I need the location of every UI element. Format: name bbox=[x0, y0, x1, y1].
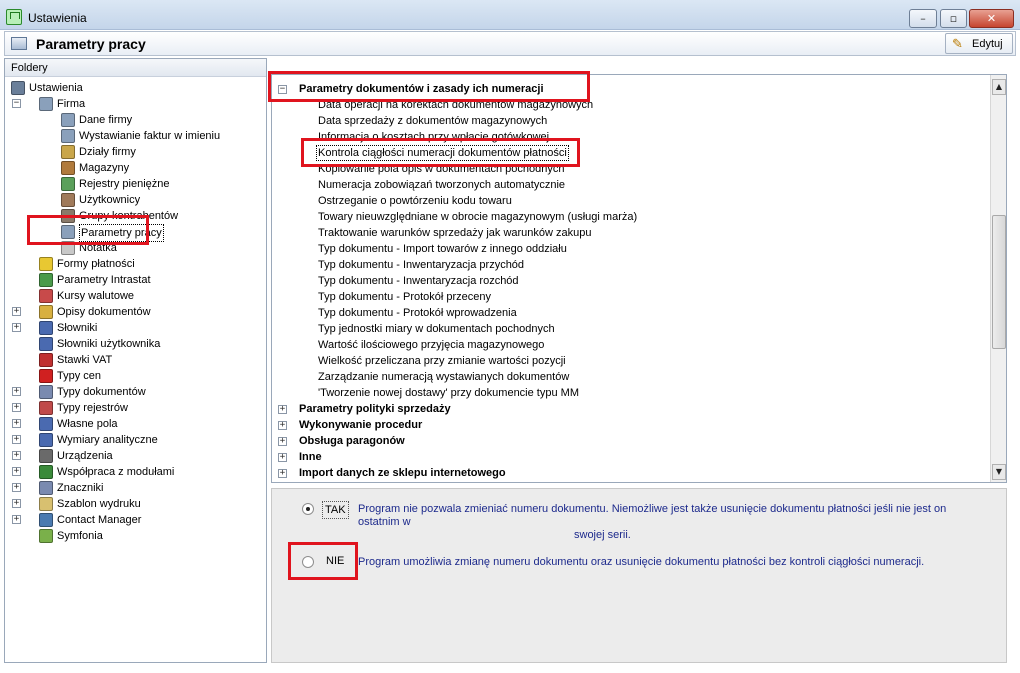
invoice-icon bbox=[61, 129, 75, 143]
folder-tree-item-label: Firma bbox=[57, 98, 86, 110]
parameter-item[interactable]: Wartość ilościowego przyjęcia magazynowego bbox=[318, 339, 545, 351]
parameter-item[interactable]: 'Tworzenie nowej dostawy' przy dokumencie typu MM bbox=[318, 387, 579, 399]
warehouse-icon bbox=[61, 161, 75, 175]
nie-label[interactable]: NIE bbox=[326, 555, 345, 567]
vertical-scrollbar[interactable] bbox=[990, 75, 1006, 482]
options-panel bbox=[271, 488, 1007, 663]
parameter-item[interactable]: Typ dokumentu - Protokół przeceny bbox=[318, 291, 492, 303]
tree-expander-icon[interactable]: + bbox=[13, 434, 20, 444]
parameter-item[interactable]: Traktowanie warunków sprzedaży jak warunków zakupu bbox=[318, 227, 592, 239]
folder-tree bbox=[5, 78, 266, 662]
tree-expander-icon[interactable]: + bbox=[13, 402, 20, 412]
markers-icon bbox=[39, 481, 53, 495]
parameter-section[interactable]: Import danych ze sklepu internetowego bbox=[299, 467, 506, 479]
folder-tree-item-label: Parametry Intrastat bbox=[57, 274, 151, 286]
scrollbar-thumb[interactable] bbox=[992, 215, 1006, 349]
close-button[interactable]: ✕ bbox=[969, 9, 1014, 28]
window-title: Ustawienia bbox=[28, 11, 87, 25]
tree-expander-icon[interactable]: + bbox=[279, 436, 286, 446]
folder-tree-item-label: Wymiary analityczne bbox=[57, 434, 158, 446]
folder-tree-item-label: Własne pola bbox=[57, 418, 118, 430]
departments-icon bbox=[61, 145, 75, 159]
folder-tree-item-label: Działy firmy bbox=[79, 146, 136, 158]
folders-caption: Foldery bbox=[5, 59, 266, 77]
tak-description-line2: swojej serii. bbox=[574, 529, 631, 541]
user-dictionaries-icon bbox=[39, 337, 53, 351]
tree-expander-icon[interactable]: + bbox=[13, 386, 20, 396]
parameter-item[interactable]: Data operacji na korektach dokumentów magazynowych bbox=[318, 99, 594, 111]
work-parameters-icon bbox=[61, 225, 75, 239]
folder-tree-item-label: Wystawianie faktur w imieniu bbox=[79, 130, 221, 142]
folder-tree-item-label: Kursy walutowe bbox=[57, 290, 135, 302]
price-types-icon bbox=[39, 369, 53, 383]
tree-expander-icon[interactable]: + bbox=[13, 306, 20, 316]
parameter-item[interactable]: Zarządzanie numeracją wystawianych dokumentów bbox=[318, 371, 570, 383]
work-parameters-icon bbox=[11, 37, 27, 50]
app-icon bbox=[6, 9, 22, 25]
parameter-item[interactable]: Typ jednostki miary w dokumentach pochodnych bbox=[318, 323, 555, 335]
minimize-button[interactable]: – bbox=[909, 9, 937, 28]
currency-rates-icon bbox=[39, 289, 53, 303]
window-titlebar bbox=[0, 0, 1020, 30]
parameter-item[interactable]: Typ dokumentu - Inwentaryzacja przychód bbox=[318, 259, 525, 271]
folder-tree-item-label: Stawki VAT bbox=[57, 354, 113, 366]
company-icon bbox=[39, 97, 53, 111]
tree-expander-icon[interactable]: + bbox=[13, 482, 20, 492]
edit-button-label: Edytuj bbox=[972, 38, 1003, 50]
tree-expander-icon[interactable]: + bbox=[279, 452, 286, 462]
parameters-tree bbox=[272, 75, 989, 482]
parameter-item[interactable]: Kopiowanie pola opis w dokumentach pochodnych bbox=[318, 163, 565, 175]
parameter-item[interactable]: Wielkość przeliczana przy zmianie wartości pozycji bbox=[318, 355, 566, 367]
contact-manager-icon bbox=[39, 513, 53, 527]
parameters-panel bbox=[271, 74, 1007, 483]
folder-tree-item-label: Symfonia bbox=[57, 530, 103, 542]
tree-expander-icon[interactable]: + bbox=[13, 514, 20, 524]
pencil-icon: ✎ bbox=[952, 36, 963, 51]
parameter-section[interactable]: Obsługa paragonów bbox=[299, 435, 405, 447]
parameter-item[interactable]: Informacja o kosztach przy wpłacie gotówkowej bbox=[318, 131, 550, 143]
contractor-groups-icon bbox=[61, 209, 75, 223]
dictionaries-icon bbox=[39, 321, 53, 335]
folder-tree-item-label: Grupy kontrahentów bbox=[79, 210, 179, 222]
parameter-section[interactable]: Inne bbox=[299, 451, 322, 463]
parameter-section[interactable]: Wykonywanie procedur bbox=[299, 419, 423, 431]
edit-button[interactable] bbox=[945, 33, 1013, 54]
tak-description-line1: Program nie pozwala zmieniać numeru dokumentu. Niemożliwe jest także usunięcie dokumentu płatności jeśli nie jest on ostatnim w bbox=[358, 503, 947, 528]
tree-expander-icon[interactable]: + bbox=[13, 322, 20, 332]
tak-description bbox=[358, 503, 988, 542]
tree-expander-icon[interactable]: + bbox=[279, 468, 286, 478]
tree-expander-icon[interactable]: + bbox=[13, 450, 20, 460]
folder-tree-item-label: Typy rejestrów bbox=[57, 402, 128, 414]
folder-tree-item-label: Parametry pracy bbox=[79, 224, 164, 242]
folder-tree-item-label: Szablon wydruku bbox=[57, 498, 141, 510]
company-data-icon bbox=[61, 113, 75, 127]
folder-tree-item-label: Notatka bbox=[79, 242, 117, 254]
document-types-icon bbox=[39, 385, 53, 399]
page-header bbox=[4, 31, 1016, 56]
folders-panel bbox=[4, 58, 267, 663]
folder-tree-item-label: Formy płatności bbox=[57, 258, 135, 270]
custom-fields-icon bbox=[39, 417, 53, 431]
folder-tree-item-label: Słowniki bbox=[57, 322, 98, 334]
folder-tree-item-label: Użytkownicy bbox=[79, 194, 141, 206]
tree-expander-icon[interactable]: + bbox=[13, 498, 20, 508]
note-icon bbox=[61, 241, 75, 255]
folder-tree-item-label: Ustawienia bbox=[29, 82, 83, 94]
document-descriptions-icon bbox=[39, 305, 53, 319]
users-icon bbox=[61, 193, 75, 207]
nie-radio[interactable] bbox=[302, 556, 314, 568]
tree-expander-icon[interactable]: − bbox=[279, 84, 286, 94]
parameter-item[interactable]: Ostrzeganie o powtórzeniu kodu towaru bbox=[318, 195, 512, 207]
intrastat-icon bbox=[39, 273, 53, 287]
maximize-button[interactable]: ▫ bbox=[940, 9, 967, 28]
modules-cooperation-icon bbox=[39, 465, 53, 479]
parameter-item[interactable]: Data sprzedaży z dokumentów magazynowych bbox=[318, 115, 548, 127]
folder-tree-item-label: Typy dokumentów bbox=[57, 386, 146, 398]
folder-tree-item-label: Urządzenia bbox=[57, 450, 113, 462]
folder-tree-item-label: Słowniki użytkownika bbox=[57, 338, 161, 350]
parameter-item[interactable]: Typ dokumentu - Inwentaryzacja rozchód bbox=[318, 275, 519, 287]
page-title: Parametry pracy bbox=[36, 36, 146, 52]
parameter-item[interactable]: Typ dokumentu - Import towarów z innego oddziału bbox=[318, 243, 567, 255]
folder-tree-item-label: Rejestry pieniężne bbox=[79, 178, 170, 190]
tree-expander-icon[interactable]: + bbox=[279, 404, 286, 414]
money-registers-icon bbox=[61, 177, 75, 191]
folder-tree-item-label: Znaczniki bbox=[57, 482, 104, 494]
tree-expander-icon[interactable]: + bbox=[13, 418, 20, 428]
folder-tree-item-label: Magazyny bbox=[79, 162, 130, 174]
parameter-item[interactable]: Numeracja zobowiązań tworzonych automatycznie bbox=[318, 179, 566, 191]
vat-icon bbox=[39, 353, 53, 367]
analytic-dimensions-icon bbox=[39, 433, 53, 447]
folder-tree-item-label: Typy cen bbox=[57, 370, 102, 382]
folder-tree-item-label: Dane firmy bbox=[79, 114, 133, 126]
scroll-down-icon[interactable]: ▼ bbox=[992, 464, 1006, 480]
parameter-item[interactable]: Kontrola ciągłości numeracji dokumentów płatności bbox=[318, 147, 567, 159]
tree-expander-icon[interactable]: + bbox=[13, 466, 20, 476]
payment-forms-icon bbox=[39, 257, 53, 271]
folder-tree-item-label: Opisy dokumentów bbox=[57, 306, 151, 318]
folder-tree-item-label: Współpraca z modułami bbox=[57, 466, 175, 478]
nie-description: Program umożliwia zmianę numeru dokumentu oraz usunięcie dokumentu płatności bez kontroli ciągłości numeracji. bbox=[358, 556, 925, 568]
devices-icon bbox=[39, 449, 53, 463]
symfonia-icon bbox=[39, 529, 53, 543]
tak-label[interactable]: TAK bbox=[322, 501, 349, 519]
parameter-section[interactable]: Parametry dokumentów i zasady ich numeracji bbox=[299, 83, 544, 95]
tools-icon bbox=[11, 81, 25, 95]
tak-radio[interactable] bbox=[302, 503, 314, 515]
folder-tree-item-label: Contact Manager bbox=[57, 514, 142, 526]
register-types-icon bbox=[39, 401, 53, 415]
parameter-item[interactable]: Typ dokumentu - Protokół wprowadzenia bbox=[318, 307, 517, 319]
parameter-item[interactable]: Towary nieuwzględniane w obrocie magazynowym (usługi marża) bbox=[318, 211, 638, 223]
scroll-up-icon[interactable]: ▲ bbox=[992, 79, 1006, 95]
tree-expander-icon[interactable]: − bbox=[13, 98, 20, 108]
tree-expander-icon[interactable]: + bbox=[279, 420, 286, 430]
parameter-section[interactable]: Parametry polityki sprzedaży bbox=[299, 403, 451, 415]
print-template-icon bbox=[39, 497, 53, 511]
